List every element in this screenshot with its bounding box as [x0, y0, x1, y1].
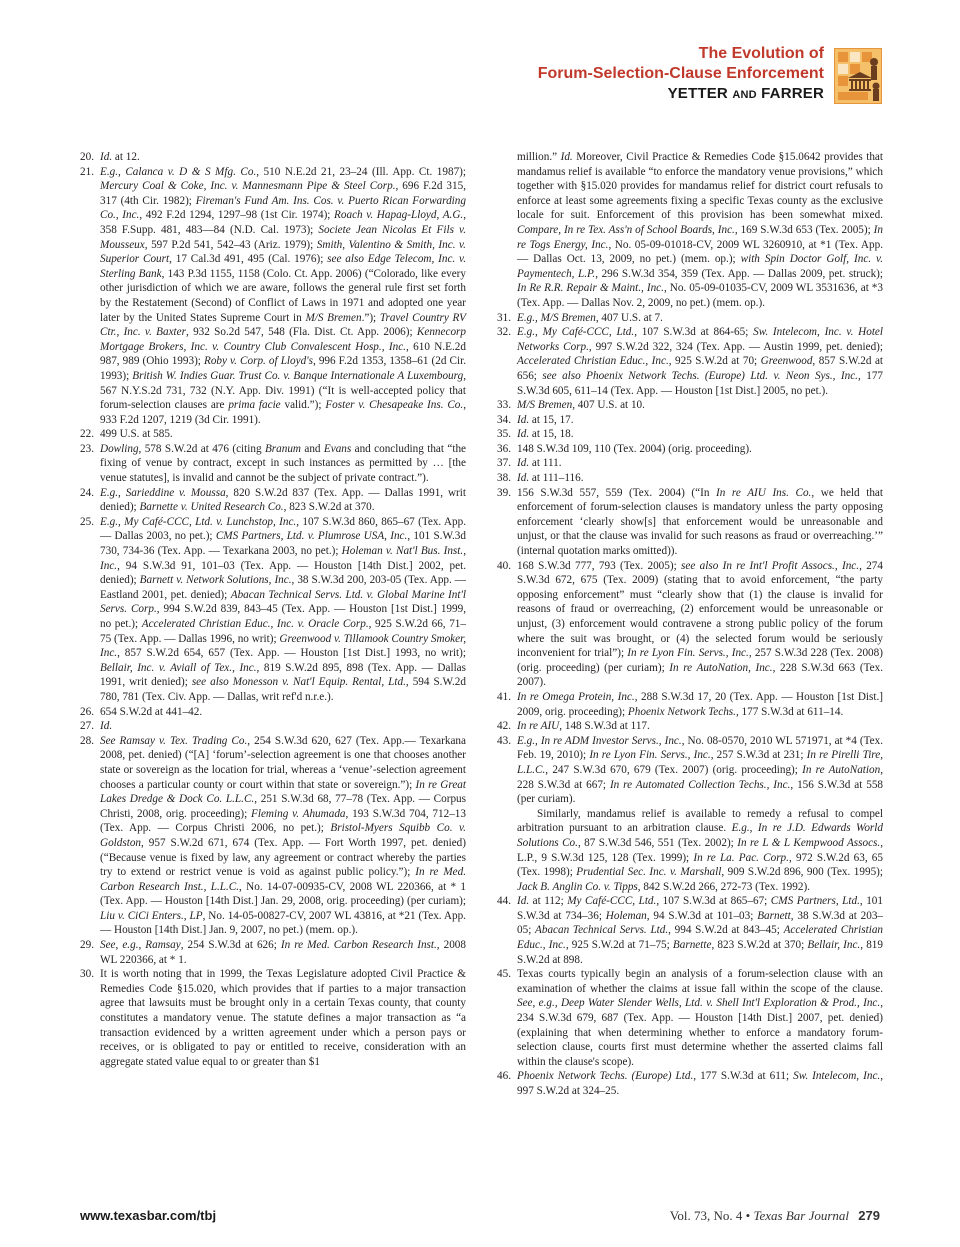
footnote-text: Id. at 15, 17.	[517, 413, 574, 426]
footnote	[497, 456, 883, 471]
footnote	[497, 150, 883, 311]
footnote-number: 44.	[497, 895, 511, 908]
footnote-text: Phoenix Network Techs. (Europe) Ltd., 177 S.W.3d at 611; Sw. Intelecom, Inc., 997 S.W.2d at 324–25.	[517, 1070, 883, 1097]
footnote-text: 168 S.W.3d 777, 793 (Tex. 2005); see also In re Int'l Profit Assocs., Inc., 274 S.W.3d 672, 675 (Tex. 2009) (stating that to avoid enforcement, “the party opposing enforcement” must “clearly show that (1) the clause is invalid for reasons of fraud or overreaching, (2) enforcement would be unreasonable or unjust, (3) enforcement would contravene a strong public policy of the forum where the suit was brought, or (4) the selected forum would be seriously inconvenient for trial”); In re Lyon Fin. Servs., Inc., 257 S.W.3d 228 (Tex. 2008) (orig. proceeding) (per curiam); In re AutoNation, Inc., 228 S.W.3d 663 (Tex. 2007).	[517, 559, 884, 689]
footnote-number: 20.	[80, 151, 94, 163]
footnote-number: 45.	[497, 968, 511, 981]
footnote-text: In re Omega Protein, Inc., 288 S.W.3d 17, 20 (Tex. App. — Houston [1st Dist.] 2009, orig. proceeding); Phoenix Network Techs., 177 S.W.3d at 611–14.	[517, 690, 883, 718]
footnote	[80, 515, 466, 705]
footnote	[80, 719, 466, 734]
footnote-text: See, e.g., Ramsay, 254 S.W.3d at 626; In re Med. Carbon Research Inst., 2008 WL 220366, at * 1.	[100, 939, 466, 966]
page-number: 279	[858, 1208, 880, 1223]
footnote-text: 654 S.W.2d at 441–42.	[100, 705, 203, 718]
footnote	[497, 325, 883, 398]
footnote	[497, 967, 883, 1069]
footnote-text: Dowling, 578 S.W.2d at 476 (citing Branum and Evans and concluding that “the fixing of venue by contract, except in such instances as permitted by … [the venue statutes], is invalid and cannot be the subject of private contract.”).	[100, 442, 467, 485]
footnote-text: Texas courts typically begin an analysis of a forum-selection clause with an examination of whether the claims at issue fall within the scope of the clause. See, e.g., Deep Water Slender Wells, Ltd. v. Shell Int'l Exploration & Prod., Inc., 234 S.W.3d 679, 687 (Tex. App. — Houston [14th Dist.] 2007, pet. denied) (explaining that when determining whether to enforce a mandatory forum-selection clause, courts first must determine whether the asserted claims fall within the clause's scope).	[517, 968, 883, 1068]
footnote	[80, 150, 466, 165]
footnote-number: 24.	[80, 486, 94, 499]
footnotes-left-column	[80, 150, 466, 1069]
footnote	[80, 967, 466, 1069]
footnote-number: 40.	[497, 559, 511, 572]
footer-journal: Texas Bar Journal	[753, 1208, 850, 1223]
footnote-number: 31.	[497, 311, 511, 324]
courthouse-people-icon	[834, 48, 882, 104]
footnote-number: 43.	[497, 734, 511, 747]
footnote-number: 42.	[497, 720, 511, 733]
footnote-number: 34.	[497, 413, 511, 426]
footnote-text: Id. at 112; My Café-CCC, Ltd., 107 S.W.3d at 865–67; CMS Partners, Ltd., 101 S.W.3d at 734–36; Holeman, 94 S.W.3d at 101–03; Barnett, 38 S.W.3d at 203–05; Abacan Technical Servs. Ltd., 994 S.W.2d at 843–45; Accelerated Christian Educ., Inc., 925 S.W.2d at 71–75; Barnette, 823 S.W.2d at 370; Bellair, Inc., 819 S.W.2d at 898.	[517, 895, 884, 966]
footnote-text: E.g., Calanca v. D & S Mfg. Co., 510 N.E.2d 21, 23–24 (Ill. App. Ct. 1987); Mercury Coal & Coke, Inc. v. Mannesmann Pipe & Steel Corp., 696 F.2d 315, 317 (4th Cir. 1982); Fireman's Fund Am. Ins. Cos. v. Puerto Rican Forwarding Co., Inc., 492 F.2d 1294, 1297–98 (1st Cir. 1974); Roach v. Hapag-Lloyd, A.G., 358 F.Supp. 481, 483—84 (N.D. Cal. 1973); Societe Jean Nicolas Et Fils v. Mousseux, 597 P.2d 541, 542–43 (Ariz. 1979); Smith, Valentino & Smith, Inc. v. Superior Court, 17 Cal.3d 491, 495 (Cal. 1976); see also Edge Telecom, Inc. v. Sterling Bank, 143 P.3d 1155, 1158 (Colo. Ct. App. 2006) (“Colorado, like every other jurisdiction of which we are aware, follows the general rule first set forth by the Restatement (Second) of Conflict of Laws in 1971 and adopted one year later by the United States Supreme Court in M/S Bremen.”); Travel Country RV Ctr., Inc. v. Baxter, 932 So.2d 547, 548 (Fla. Dist. Ct. App. 2006); Kennecorp Mortgage Brokers, Inc. v. Country Club Convalescent Hosp., Inc., 610 N.E.2d 987, 989 (Ohio 1993); Roby v. Corp. of Lloyd's, 996 F.2d 1353, 1358–61 (2d Cir. 1993); British W. Indies Guar. Trust Co. v. Banque Internationale A Luxembourg, 567 N.Y.S.2d 731, 732 (N.Y. App. Div. 1991) (“It is well-accepted policy that forum-selection clauses are prima facie valid.”); Foster v. Chesapeake Ins. Co., 933 F.2d 1207, 1219 (3d Cir. 1991).	[100, 165, 467, 426]
footnote-text: Id. at 111–116.	[517, 472, 584, 485]
footnote-number: 37.	[497, 457, 511, 470]
footnote-text: million.” Id. Moreover, Civil Practice & Remedies Code §15.0642 provides that mandamus relief is available “to enforce the mandatory venue provisions,” which together with §15.020 provides for mandamus relief for district court refusals to enforce at least some agreements fixing a specific Texas county as the exclusive locale for suit. Enforcement of this provision has been somewhat mixed. Compare, In re Tex. Ass'n of School Boards, Inc., 169 S.W.3d 653 (Tex. 2005); In re Togs Energy, Inc., No. 05-09-01018-CV, 2009 WL 3260910, at *1 (Tex. App. — Dallas Oct. 13, 2009, no pet.) (mem. op.); with Spin Doctor Golf, Inc. v. Paymentech, L.P., 296 S.W.3d 354, 359 (Tex. App. — Dallas 2009, pet. struck); In Re R.R. Repair & Maint., Inc., No. 05-09-01035-CV, 2009 WL 3531636, at *3 (Tex. App. — Dallas Nov. 2, 2009, no pet.) (mem. op.).	[517, 151, 883, 309]
footnote-number: 29.	[80, 939, 94, 952]
footnote-number: 23.	[80, 442, 94, 455]
footnote-text: E.g., M/S Bremen, 407 U.S. at 7.	[517, 311, 663, 324]
footer-bullet: •	[745, 1208, 751, 1223]
footnote-number: 32.	[497, 326, 511, 339]
author-1: YETTER	[667, 85, 728, 102]
footnote-text: 499 U.S. at 585.	[100, 428, 173, 441]
footnote	[497, 413, 883, 428]
footnote	[497, 427, 883, 442]
footnote-text: Id. at 15, 18.	[517, 428, 574, 441]
footnote-text: In re AIU, 148 S.W.3d at 117.	[517, 720, 650, 733]
footnote	[497, 719, 883, 734]
footnote-number: 21.	[80, 165, 94, 178]
footnote	[497, 1069, 883, 1098]
footnote	[497, 471, 883, 486]
footnote-text: M/S Bremen, 407 U.S. at 10.	[517, 399, 645, 412]
author-and: AND	[732, 89, 757, 101]
footnote	[80, 427, 466, 442]
footnote-text: Id.	[100, 720, 113, 733]
footnote-number: 41.	[497, 690, 511, 703]
footnote	[497, 486, 883, 559]
footnote	[80, 486, 466, 515]
footnote-number: 27.	[80, 720, 94, 733]
footnote-number: 38.	[497, 472, 511, 485]
footnote-text: E.g., Sarieddine v. Moussa, 820 S.W.2d 837 (Tex. App. — Dallas 1991, writ denied); Barnette v. United Research Co., 823 S.W.2d at 370.	[100, 486, 467, 514]
footnote-number: 28.	[80, 734, 94, 747]
footnote-number: 36.	[497, 442, 511, 455]
footnote-number: 39.	[497, 486, 511, 499]
footnote-number: 46.	[497, 1070, 511, 1083]
author-2: FARRER	[761, 85, 824, 102]
footnote	[80, 938, 466, 967]
footnote-text: E.g., My Café-CCC, Ltd. v. Lunchstop, Inc., 107 S.W.3d 860, 865–67 (Tex. App. — Dallas 2003, no pet.); CMS Partners, Ltd. v. Plumrose USA, Inc., 101 S.W.3d 730, 734-36 (Tex. App. — Texarkana 2003, no pet.); Holeman v. Nat'l Bus. Inst., Inc., 94 S.W.3d 91, 101–03 (Tex. App. — Houston [14th Dist.] 2002, pet. denied); Barnett v. Network Solutions, Inc., 38 S.W.3d 200, 203-05 (Tex. App. — Eastland 2001, pet. denied); Abacan Technical Servs. Ltd. v. Global Marine Int'l Servs. Corp., 994 S.W.2d 839, 843–45 (Tex. App. — Houston [1st Dist.] 1999, no pet.); Accelerated Christian Educ., Inc. v. Oracle Corp., 925 S.W.2d 66, 71–75 (Tex. App. — Dallas 1996, no writ); Greenwood v. Tillamook Country Smoker, Inc., 857 S.W.2d 654, 657 (Tex. App. — Houston [1st Dist.] 1993, no writ); Bellair, Inc. v. Aviall of Tex., Inc., 819 S.W.2d 895, 898 (Tex. App. — Dallas 1991, writ denied); see also Monesson v. Nat'l Equip. Rental, Ltd., 594 S.W.2d 780, 781 (Tex. Civ. App. — Dallas, writ ref'd n.r.e.).	[100, 515, 467, 703]
footnote-number: 30.	[80, 968, 94, 981]
footnote	[497, 894, 883, 967]
running-header	[538, 44, 824, 105]
footer-volume: Vol. 73, No. 4	[669, 1208, 743, 1223]
footnote-number: 25.	[80, 515, 94, 528]
footnote-number: 26.	[80, 705, 94, 718]
footnotes-right-column	[497, 150, 883, 1099]
footnote	[80, 734, 466, 938]
footnote-text: 148 S.W.3d 109, 110 (Tex. 2004) (orig. proceeding).	[517, 442, 752, 455]
header-authors	[538, 84, 824, 105]
footnote-text: E.g., In re ADM Investor Servs., Inc., No. 08-0570, 2010 WL 571971, at *4 (Tex. Feb. 19, 2010); In re Lyon Fin. Servs., Inc., 257 S.W.3d at 231; In re Pirelli Tire, L.L.C., 247 S.W.3d 670, 679 (Tex. 2007) (orig. proceeding); In re AutoNation, 228 S.W.3d at 667; In re Automated Collection Techs., Inc., 156 S.W.3d at 558 (per curiam). Similarly, mandamus relief is available to remedy a refusal to compel arbitration pursuant to an arbitration clause. E.g., In re J.D. Edwards World Solutions Co., 87 S.W.3d 546, 551 (Tex. 2002); In re L & L Kempwood Assocs., L.P., 9 S.W.3d 125, 128 (Tex. 1999); In re La. Pac. Corp., 972 S.W.2d 63, 65 (Tex. 1998); Prudential Sec. Inc. v. Marshall, 909 S.W.2d 896, 900 (Tex. 1995); Jack B. Anglin Co. v. Tipps, 842 S.W.2d 266, 272-73 (Tex. 1992).	[517, 734, 884, 893]
header-title-line-1: The Evolution of	[698, 45, 824, 62]
header-title-line-2: Forum-Selection-Clause Enforcement	[537, 65, 824, 82]
footnote	[497, 398, 883, 413]
footnote-text: Id. at 111.	[517, 457, 562, 470]
footer-issue-info	[670, 1208, 880, 1224]
footnote	[497, 559, 883, 690]
footnote-text: E.g., My Café-CCC, Ltd., 107 S.W.3d at 864-65; Sw. Intelecom, Inc. v. Hotel Networks Corp., 997 S.W.2d 322, 324 (Tex. App. — Austin 1999, pet. denied); Accelerated Christian Educ., Inc., 925 S.W.2d at 70; Greenwood, 857 S.W.2d at 656; see also Phoenix Network Techs. (Europe) Ltd. v. Neon Sys., Inc., 177 S.W.3d 605, 611–14 (Tex. App. — Houston [1st Dist.] 2005, no pet.).	[517, 326, 884, 397]
footnote	[80, 705, 466, 720]
footnote	[80, 442, 466, 486]
footnote	[80, 165, 466, 428]
footnote-text: 156 S.W.3d 557, 559 (Tex. 2004) (“In In re AIU Ins. Co., we held that enforcement of forum-selection clauses is mandatory unless the party opposing enforcement ‘clearly show[s] that enforcement would be unreasonable and unjust, or that the clause was invalid for such reasons as fraud or overreaching.’” (internal quotation marks omitted)).	[517, 486, 883, 558]
footnote-text: It is worth noting that in 1999, the Texas Legislature adopted Civil Practice & Remedies Code §15.020, which provides that if parties to a major transaction agree that lawsuits must be brought only in a certain Texas county, that county constitutes a mandatory venue. The statute defines a major transaction as “a transaction evidenced by a written agreement under which a person pays or receives, or is obligated to pay or entitled to receive, consideration with an aggregate stated value equal to or greater than $1	[100, 968, 466, 1068]
footnote	[497, 690, 883, 719]
footnote-number: 22.	[80, 428, 94, 441]
footnote-number: 35.	[497, 428, 511, 441]
footnote	[497, 442, 883, 457]
footnote-number: 33.	[497, 399, 511, 412]
footer-website: www.texasbar.com/tbj	[80, 1208, 217, 1223]
footnote	[497, 734, 883, 895]
footnote	[497, 311, 883, 326]
footnote-text: Id. at 12.	[100, 151, 140, 163]
footnote-text: See Ramsay v. Tex. Trading Co., 254 S.W.3d 620, 627 (Tex. App.— Texarkana 2008, pet. denied) (“[A] ‘forum’-selection agreement is one that chooses another state or sovereign as the location for trial, whereas a ‘venue’-selection agreement chooses a particular county or court within that state or sovereign.”); In re Great Lakes Dredge & Dock Co. L.L.C., 251 S.W.3d 68, 77–78 (Tex. App. — Corpus Christi, 2008, orig. proceeding); Fleming v. Ahumada, 193 S.W.3d 704, 712–13 (Tex. App. — Corpus Christi 2006, no pet.); Bristol-Myers Squibb Co. v. Goldston, 957 S.W.2d 671, 674 (Tex. App. — Fort Worth 1997, pet. denied) (“Because venue is fixed by law, any agreement or contract whereby the parties try to extend or restrict venue is void as against public policy.”); In re Med. Carbon Research Inst., L.L.C., No. 14-07-00935-CV, 2008 WL 220366, at * 1 (Tex. App. — Houston [14th Dist.] Jan. 29, 2008, orig. proceeding) (per curiam); Liu v. CiCi Enters., LP, No. 14-05-00827-CV, 2007 WL 43816, at *21 (Tex. App. — Houston [14th Dist.] Jan. 9, 2007, no pet.) (mem. op.).	[100, 734, 467, 937]
